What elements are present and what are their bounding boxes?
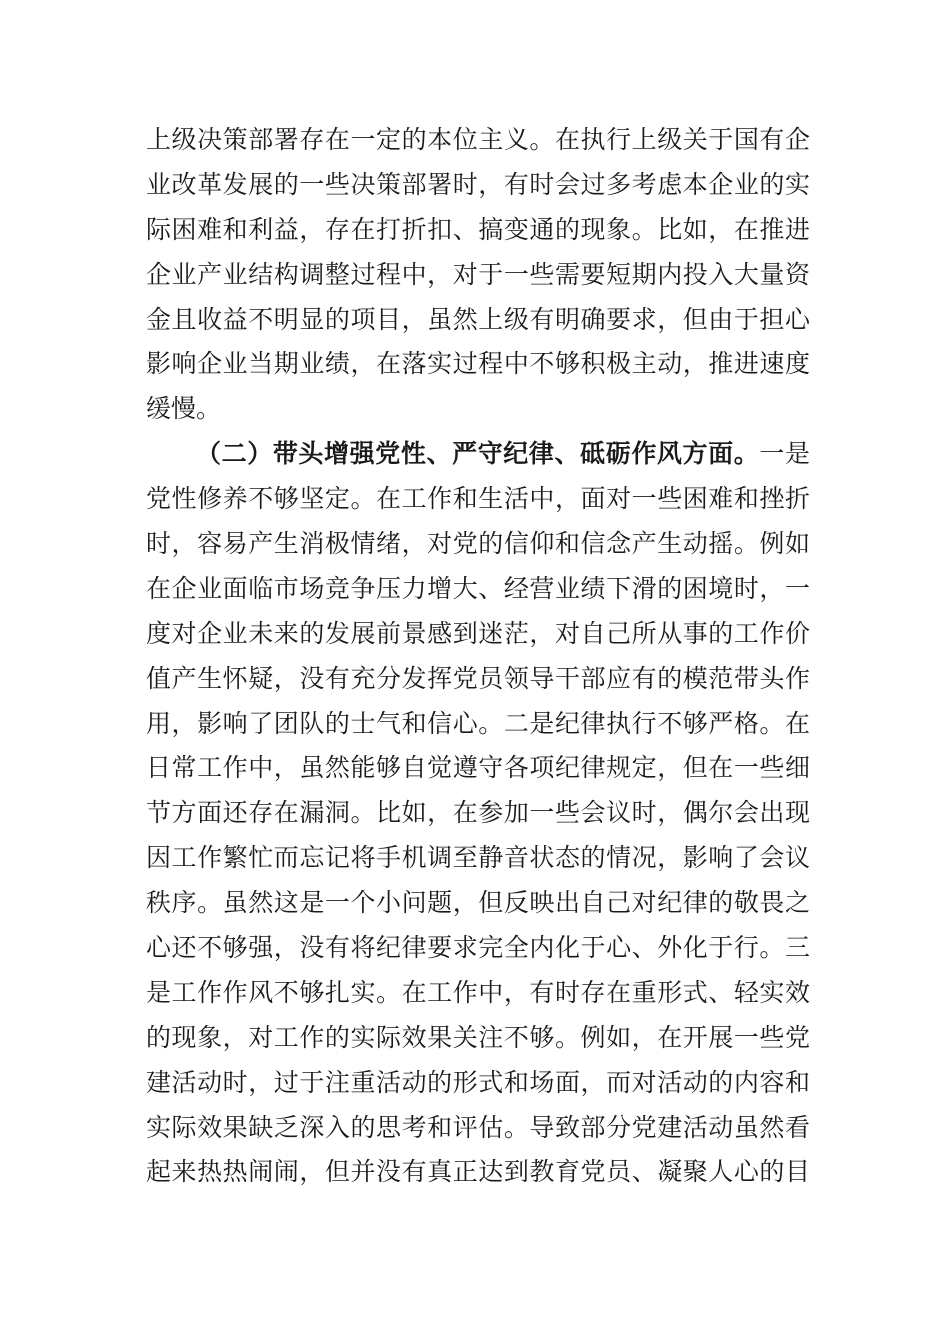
text-line: 实际效果缺乏深入的思考和评估。导致部分党建活动虽然看 [146, 1112, 810, 1142]
text-line: 在企业面临市场竞争压力增大、经营业绩下滑的困境时，一 [146, 573, 810, 603]
section-heading-line [146, 432, 810, 477]
text-line: 因工作繁忙而忘记将手机调至静音状态的情况，影响了会议 [146, 843, 810, 873]
text-line: 秩序。虽然这是一个小问题，但反映出自己对纪律的敬畏之 [146, 888, 810, 918]
text-span: 一是 [759, 439, 810, 469]
text-line: 时，容易产生消极情绪，对党的信仰和信念产生动摇。例如 [146, 529, 810, 559]
text-line: 日常工作中，虽然能够自觉遵守各项纪律规定，但在一些细 [146, 753, 810, 783]
text-line: 金且收益不明显的项目，虽然上级有明确要求，但由于担心 [146, 304, 810, 334]
text-line: 企业产业结构调整过程中，对于一些需要短期内投入大量资 [146, 259, 810, 289]
text-line: 用，影响了团队的士气和信心。二是纪律执行不够严格。在 [146, 708, 810, 738]
text-line: 业改革发展的一些决策部署时，有时会过多考虑本企业的实 [146, 169, 810, 199]
text-line: 影响企业当期业绩，在落实过程中不够积极主动，推进速度 [146, 349, 810, 379]
text-line: 值产生怀疑，没有充分发挥党员领导干部应有的模范带头作 [146, 663, 810, 693]
text-line: 节方面还存在漏洞。比如，在参加一些会议时，偶尔会出现 [146, 798, 810, 828]
text-line: 建活动时，过于注重活动的形式和场面，而对活动的内容和 [146, 1067, 810, 1097]
document-body [146, 118, 810, 1195]
paragraph-1 [146, 118, 810, 432]
text-line: 际困难和利益，存在打折扣、搞变通的现象。比如，在推进 [146, 214, 810, 244]
text-line: 起来热热闹闹，但并没有真正达到教育党员、凝聚人心的目 [146, 1157, 810, 1187]
text-line: 党性修养不够坚定。在工作和生活中，面对一些困难和挫折 [146, 484, 810, 514]
text-line: 缓慢。 [146, 394, 222, 424]
text-line: 的现象，对工作的实际效果关注不够。例如，在开展一些党 [146, 1022, 810, 1052]
text-line: 上级决策部署存在一定的本位主义。在执行上级关于国有企 [146, 125, 810, 154]
text-line: 心还不够强，没有将纪律要求完全内化于心、外化于行。三 [146, 933, 810, 963]
text-line: 度对企业未来的发展前景感到迷茫，对自己所从事的工作价 [146, 618, 810, 648]
text-line: 是工作作风不够扎实。在工作中，有时存在重形式、轻实效 [146, 977, 810, 1007]
paragraph-2 [146, 432, 810, 1195]
section-heading: （二）带头增强党性、严守纪律、砥砺作风方面。 [196, 439, 760, 469]
